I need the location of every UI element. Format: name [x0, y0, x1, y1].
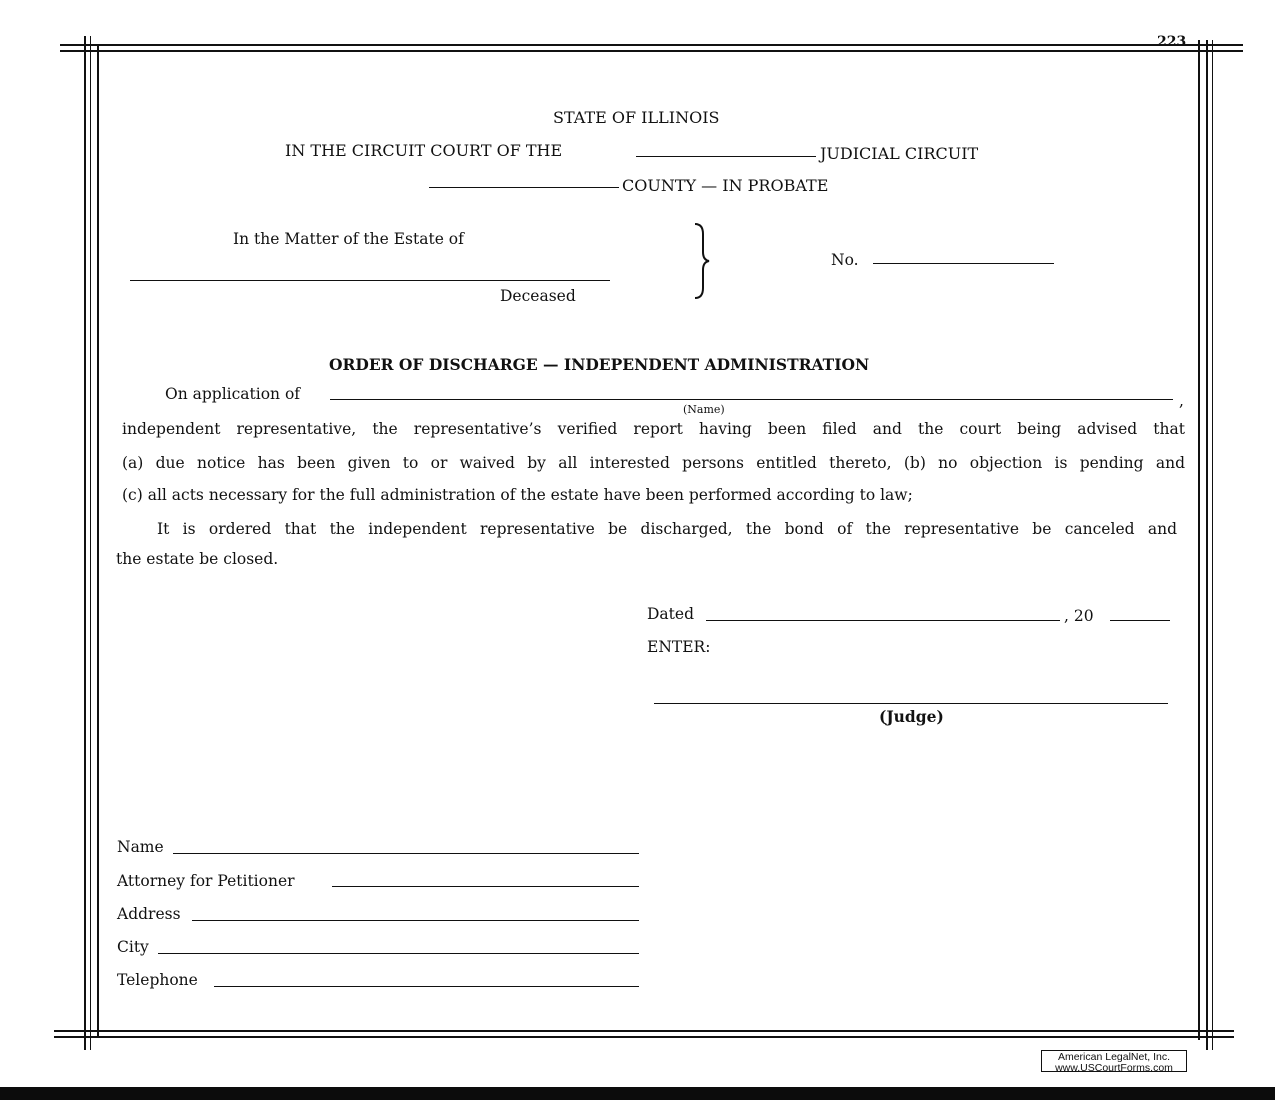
judge-label: (Judge)	[879, 707, 944, 726]
telephone-label: Telephone	[117, 971, 198, 989]
matter-label: In the Matter of the Estate of	[233, 230, 464, 248]
address-field[interactable]	[192, 920, 639, 921]
attorney-for-petitioner-field[interactable]	[332, 886, 639, 887]
publisher-name: American LegalNet, Inc.	[1057, 1051, 1171, 1063]
case-no-label: No.	[831, 251, 859, 269]
body-line-2: (a) due notice has been given to or waived by all interested persons entitled thereto, (b) no objection is pending and	[122, 454, 1185, 472]
order-line-2: the estate be closed.	[116, 550, 279, 568]
city-label: City	[117, 938, 149, 956]
publisher-website: www.USCourtForms.com	[1055, 1061, 1173, 1074]
case-no-field[interactable]	[873, 263, 1054, 264]
order-line-1: It is ordered that the independent representative be discharged, the bond of the representative be canceled and	[157, 520, 1177, 538]
dated-label: Dated	[647, 605, 694, 623]
name-hint: (Name)	[683, 403, 725, 416]
state-heading: STATE OF ILLINOIS	[553, 108, 720, 127]
year-prefix: , 20	[1064, 607, 1094, 625]
judicial-circuit-field[interactable]	[636, 156, 816, 157]
deceased-label: Deceased	[500, 287, 576, 305]
year-field[interactable]	[1110, 620, 1170, 621]
telephone-field[interactable]	[214, 986, 639, 987]
publisher-box	[1041, 1050, 1187, 1072]
attorney-for-petitioner-label: Attorney for Petitioner	[117, 872, 295, 890]
document-title: ORDER OF DISCHARGE — INDEPENDENT ADMINISTRATION	[329, 355, 870, 374]
judge-signature-field[interactable]	[654, 703, 1168, 704]
trailing-comma: ,	[1179, 392, 1184, 410]
date-field[interactable]	[706, 620, 1060, 621]
applicant-name-field[interactable]	[330, 399, 1173, 400]
decedent-name-field[interactable]	[130, 280, 610, 281]
county-suffix: COUNTY — IN PROBATE	[622, 176, 829, 195]
body-line-3: (c) all acts necessary for the full administration of the estate have been performed according to law;	[122, 486, 913, 504]
county-field[interactable]	[429, 187, 619, 188]
address-label: Address	[117, 905, 181, 923]
application-prefix: On application of	[165, 385, 301, 403]
court-prefix: IN THE CIRCUIT COURT OF THE	[285, 141, 563, 160]
body-line-1: independent representative, the representative’s verified report having been filed and the court being advised that	[122, 420, 1185, 438]
enter-label: ENTER:	[647, 638, 711, 656]
court-suffix: JUDICIAL CIRCUIT	[820, 144, 979, 163]
brace-icon	[693, 222, 715, 300]
attorney-name-field[interactable]	[173, 853, 639, 854]
city-field[interactable]	[158, 953, 639, 954]
page-number: 223	[1157, 34, 1187, 50]
attorney-name-label: Name	[117, 838, 164, 856]
scan-edge-bar	[0, 1087, 1275, 1100]
